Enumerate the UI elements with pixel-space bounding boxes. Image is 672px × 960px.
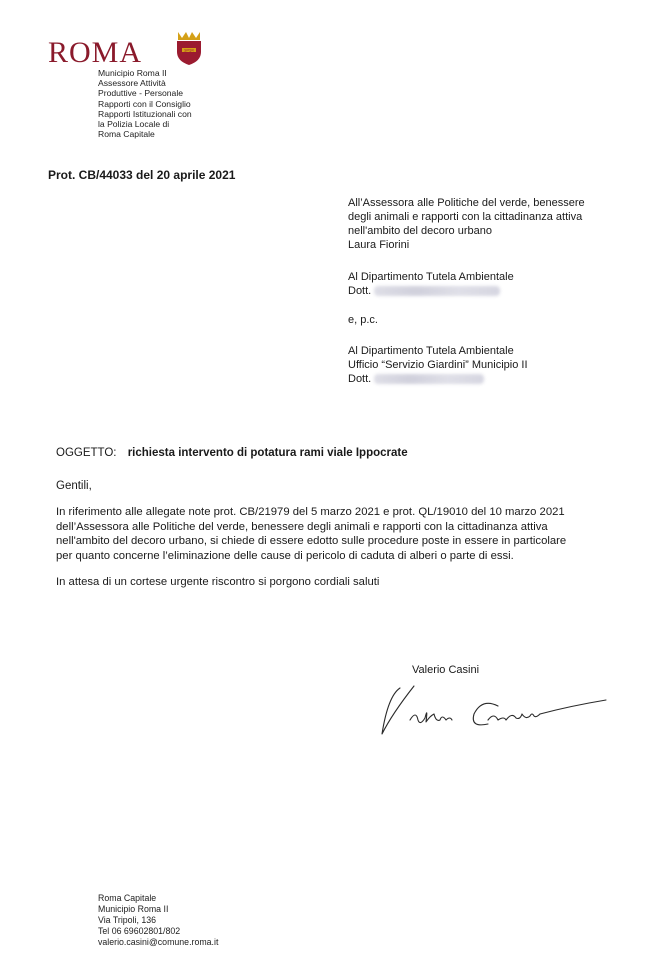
- recipient-line: [348, 372, 528, 386]
- office-line: Assessore Attività: [98, 78, 166, 89]
- svg-text:SPQR: SPQR: [184, 48, 194, 53]
- footer-line: Tel 06 69602801/802: [98, 926, 181, 936]
- footer-line: Municipio Roma II: [98, 904, 169, 914]
- body-line: In riferimento alle allegate note prot. CB/21979 del 5 marzo 2021 e prot. QL/19010 del 10 marzo 2021: [56, 506, 565, 518]
- subject-label: OGGETTO:: [56, 447, 117, 459]
- footer-email: valerio.casini@comune.roma.it: [98, 937, 219, 947]
- body-line: per quanto concerne l’eliminazione delle cause di pericolo di caduta di alberi o parte di essi.: [56, 549, 514, 562]
- footer-line: Roma Capitale: [98, 893, 157, 903]
- subject-text: richiesta intervento di potatura rami viale Ippocrate: [127, 447, 408, 459]
- office-address-block: [98, 68, 192, 139]
- redacted-name: [374, 374, 484, 384]
- recipient-line: [348, 284, 514, 298]
- recipient-line: degli animali e rapporti con la cittadinanza attiva: [348, 211, 583, 223]
- recipient-block-dipartimento: [348, 270, 514, 298]
- logo-text: ROMA: [48, 36, 143, 69]
- redacted-name: [374, 286, 500, 296]
- recipient-block-ufficio: [348, 344, 528, 386]
- greeting: Gentili,: [56, 480, 92, 492]
- office-line: Rapporti con il Consiglio: [98, 98, 191, 109]
- office-line: Rapporti Istituzionali con: [98, 108, 192, 119]
- recipient-line: All’Assessora alle Politiche del verde, benessere: [348, 197, 585, 209]
- recipient-line: Laura Fiorini: [348, 239, 410, 251]
- title-prefix: Dott.: [348, 373, 372, 385]
- roma-crest-icon: [174, 30, 204, 66]
- footer-line: Via Tripoli, 136: [98, 915, 157, 925]
- footer-address: [98, 893, 218, 948]
- signer-name: Valerio Casini: [412, 664, 480, 676]
- protocol-number: Prot. CB/44033 del 20 aprile 2021: [48, 168, 236, 182]
- office-line: Produttive - Personale: [98, 88, 184, 99]
- recipient-line: nell'ambito del decoro urbano: [348, 225, 492, 237]
- body-line: nell'ambito del decoro urbano, si chiede di essere edotto sulle procedure poste in essere in particolare: [56, 535, 567, 548]
- closing-line: In attesa di un cortese urgente riscontro si porgono cordiali saluti: [56, 576, 380, 588]
- recipient-line: Al Dipartimento Tutela Ambientale: [348, 271, 514, 283]
- office-line: la Polizia Locale di: [98, 119, 170, 130]
- letter-body: [56, 505, 636, 563]
- cc-label: e, p.c.: [348, 314, 378, 326]
- subject-line: [56, 447, 408, 459]
- handwritten-signature: [370, 676, 640, 746]
- title-prefix: Dott.: [348, 285, 372, 297]
- recipient-line: Ufficio “Servizio Giardini” Municipio II: [348, 359, 528, 371]
- body-line: dell’Assessora alle Politiche del verde, benessere degli animali e rapporti con la cittadinanza attiva: [56, 520, 548, 533]
- recipient-block-assessora: [348, 196, 648, 252]
- office-line: Roma Capitale: [98, 129, 155, 140]
- office-line: Municipio Roma II: [98, 68, 167, 78]
- recipient-line: Al Dipartimento Tutela Ambientale: [348, 345, 514, 357]
